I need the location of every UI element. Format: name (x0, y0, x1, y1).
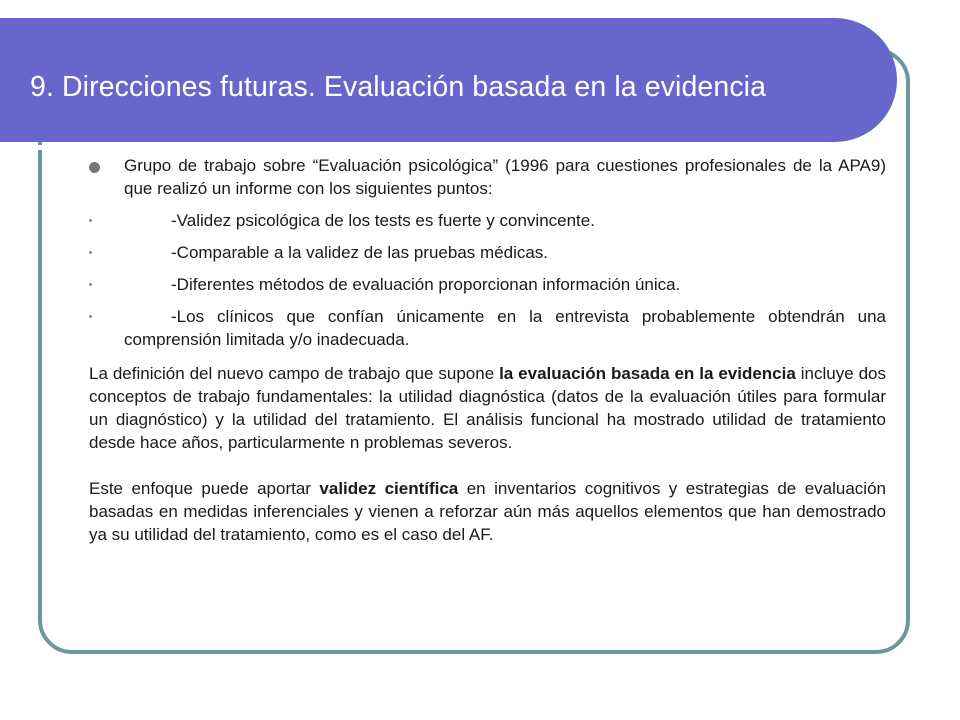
title-underline (0, 145, 849, 150)
point-item (89, 241, 886, 264)
definition-text: La definición del nuevo campo de trabajo que supone (89, 364, 500, 383)
approach-text: Este enfoque puede aportar (89, 479, 320, 498)
slide-body (89, 154, 886, 546)
definition-bold-term: la evaluación basada en la evidencia (499, 364, 796, 383)
point-text: -Comparable a la validez de las pruebas médicas. (171, 243, 549, 262)
approach-paragraph (89, 477, 886, 546)
point-text: -Los clínicos que confían únicamente en la entrevista probablemente obtendrán una comprensión limitada y/o inadecuada. (124, 307, 886, 349)
dot-bullet-icon (89, 219, 92, 222)
point-item (89, 305, 886, 351)
approach-text-continued: en inventarios cognitivos y estrategias de evaluación basadas en medidas inferenciales y vienen a reforzar aún más aquellos elementos que han demostrado ya su utilidad del tratamiento, como es el caso del AF. (89, 479, 886, 544)
dot-bullet-icon (89, 315, 92, 318)
dot-bullet-icon (89, 283, 92, 286)
slide-title: 9. Direcciones futuras. Evaluación basada en la evidencia (30, 71, 767, 103)
intro-item (89, 154, 886, 200)
approach-bold-term: validez científica (319, 479, 459, 498)
point-text: -Diferentes métodos de evaluación proporcionan información única. (171, 275, 681, 294)
intro-text: Grupo de trabajo sobre “Evaluación psicológica” (1996 para cuestiones profesionales de la APA9) que realizó un informe con los siguientes puntos: (124, 156, 886, 198)
point-item (89, 273, 886, 296)
definition-text-continued: incluye dos conceptos de trabajo fundamentales: la utilidad diagnóstica (datos de la evaluación útiles para formular un diagnóstico) y la utilidad del tratamiento. El análisis funcional ha mostrado utilidad de tratamiento desde hace años, particularmente n problemas severos. (89, 364, 886, 452)
round-bullet-icon (89, 162, 100, 173)
point-text: -Validez psicológica de los tests es fuerte y convincente. (171, 211, 595, 230)
dot-bullet-icon (89, 251, 92, 254)
point-item (89, 209, 886, 232)
definition-paragraph (89, 362, 886, 454)
title-bar (0, 18, 897, 142)
